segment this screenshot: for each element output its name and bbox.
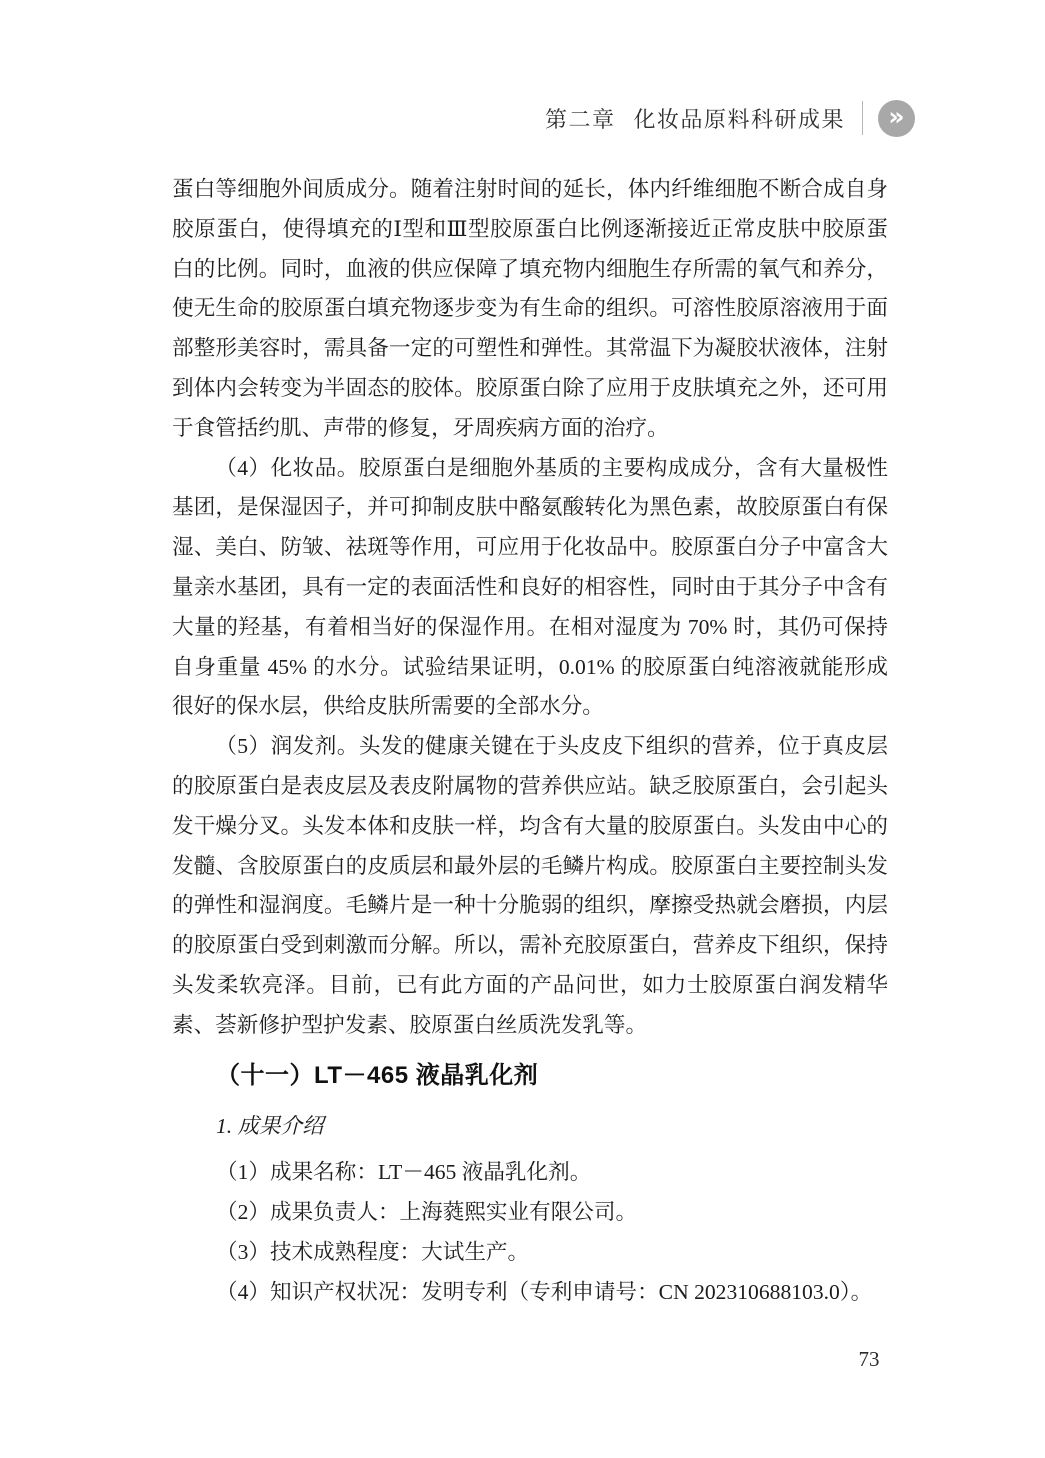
chapter-title: 化妆品原料科研成果 <box>633 106 845 132</box>
section-heading: （十一）LT－465 液晶乳化剂 <box>216 1061 539 1089</box>
list-item: （3）技术成熟程度：大试生产。 <box>216 1239 530 1264</box>
body-paragraph: （5）润发剂。头发的健康关键在于头皮皮下组织的营养，位于真皮层的胶原蛋白是表皮层及表皮附属物的营养供应站。缺乏胶原蛋白，会引起头发干燥分叉。头发本体和皮肤一样，均含有大量的胶原蛋白。头发由中心的发髓、含胶原蛋白的皮质层和最外层的毛鳞片构成。胶原蛋白主要控制头发的弹性和湿润度。毛鳞片是一种十分脆弱的组织，摩擦受热就会磨损，内层的胶原蛋白受到刺激而分解。所以，需补充胶原蛋白，营养皮下组织，保持头发柔软亮泽。目前，已有此方面的产品问世，如力士胶原蛋白润发精华素、荟新修护型护发素、胶原蛋白丝质洗发乳等。 <box>172 734 888 1037</box>
list-item: （1）成果名称：LT－465 液晶乳化剂。 <box>216 1159 592 1184</box>
body-paragraph: （4）化妆品。胶原蛋白是细胞外基质的主要构成成分，含有大量极性基团，是保湿因子，并可抑制皮肤中酪氨酸转化为黑色素，故胶原蛋白有保湿、美白、防皱、祛斑等作用，可应用于化妆品中。胶原蛋白分子中富含大量亲水基团，具有一定的表面活性和良好的相容性，同时由于其分子中含有大量的羟基，有着相当好的保湿作用。在相对湿度为 70% 时，其仍可保持自身重量 45% 的水分。试验结果证明，0.01% 的胶原蛋白纯溶液就能形成很好的保水层，供给皮肤所需要的全部水分。 <box>172 455 888 719</box>
page-body <box>172 170 888 1312</box>
chevron-glyph: » <box>888 101 905 131</box>
list-item: （2）成果负责人：上海蕤熙实业有限公司。 <box>216 1199 638 1224</box>
body-paragraph: 蛋白等细胞外间质成分。随着注射时间的延长，体内纤维细胞不断合成自身胶原蛋白，使得填充的Ⅰ型和Ⅲ型胶原蛋白比例逐渐接近正常皮肤中胶原蛋白的比例。同时，血液的供应保障了填充物内细胞生存所需的氧气和养分，使无生命的胶原蛋白填充物逐步变为有生命的组织。可溶性胶原溶液用于面部整形美容时，需具备一定的可塑性和弹性。其常温下为凝胶状液体，注射到体内会转变为半固态的胶体。胶原蛋白除了应用于皮肤填充之外，还可用于食管括约肌、声带的修复，牙周疾病方面的治疗。 <box>172 177 888 440</box>
running-header-text <box>545 103 845 134</box>
double-chevron-icon <box>878 100 915 137</box>
subsection-heading: 1. 成果介绍 <box>216 1113 324 1138</box>
page-number: 73 <box>858 1347 880 1371</box>
list-item: （4）知识产权状况：发明专利（专利申请号：CN 202310688103.0）。 <box>216 1279 873 1304</box>
result-item-list <box>172 1152 888 1312</box>
running-header <box>545 96 915 140</box>
chapter-number: 第二章 <box>544 106 616 132</box>
header-divider <box>862 101 863 135</box>
